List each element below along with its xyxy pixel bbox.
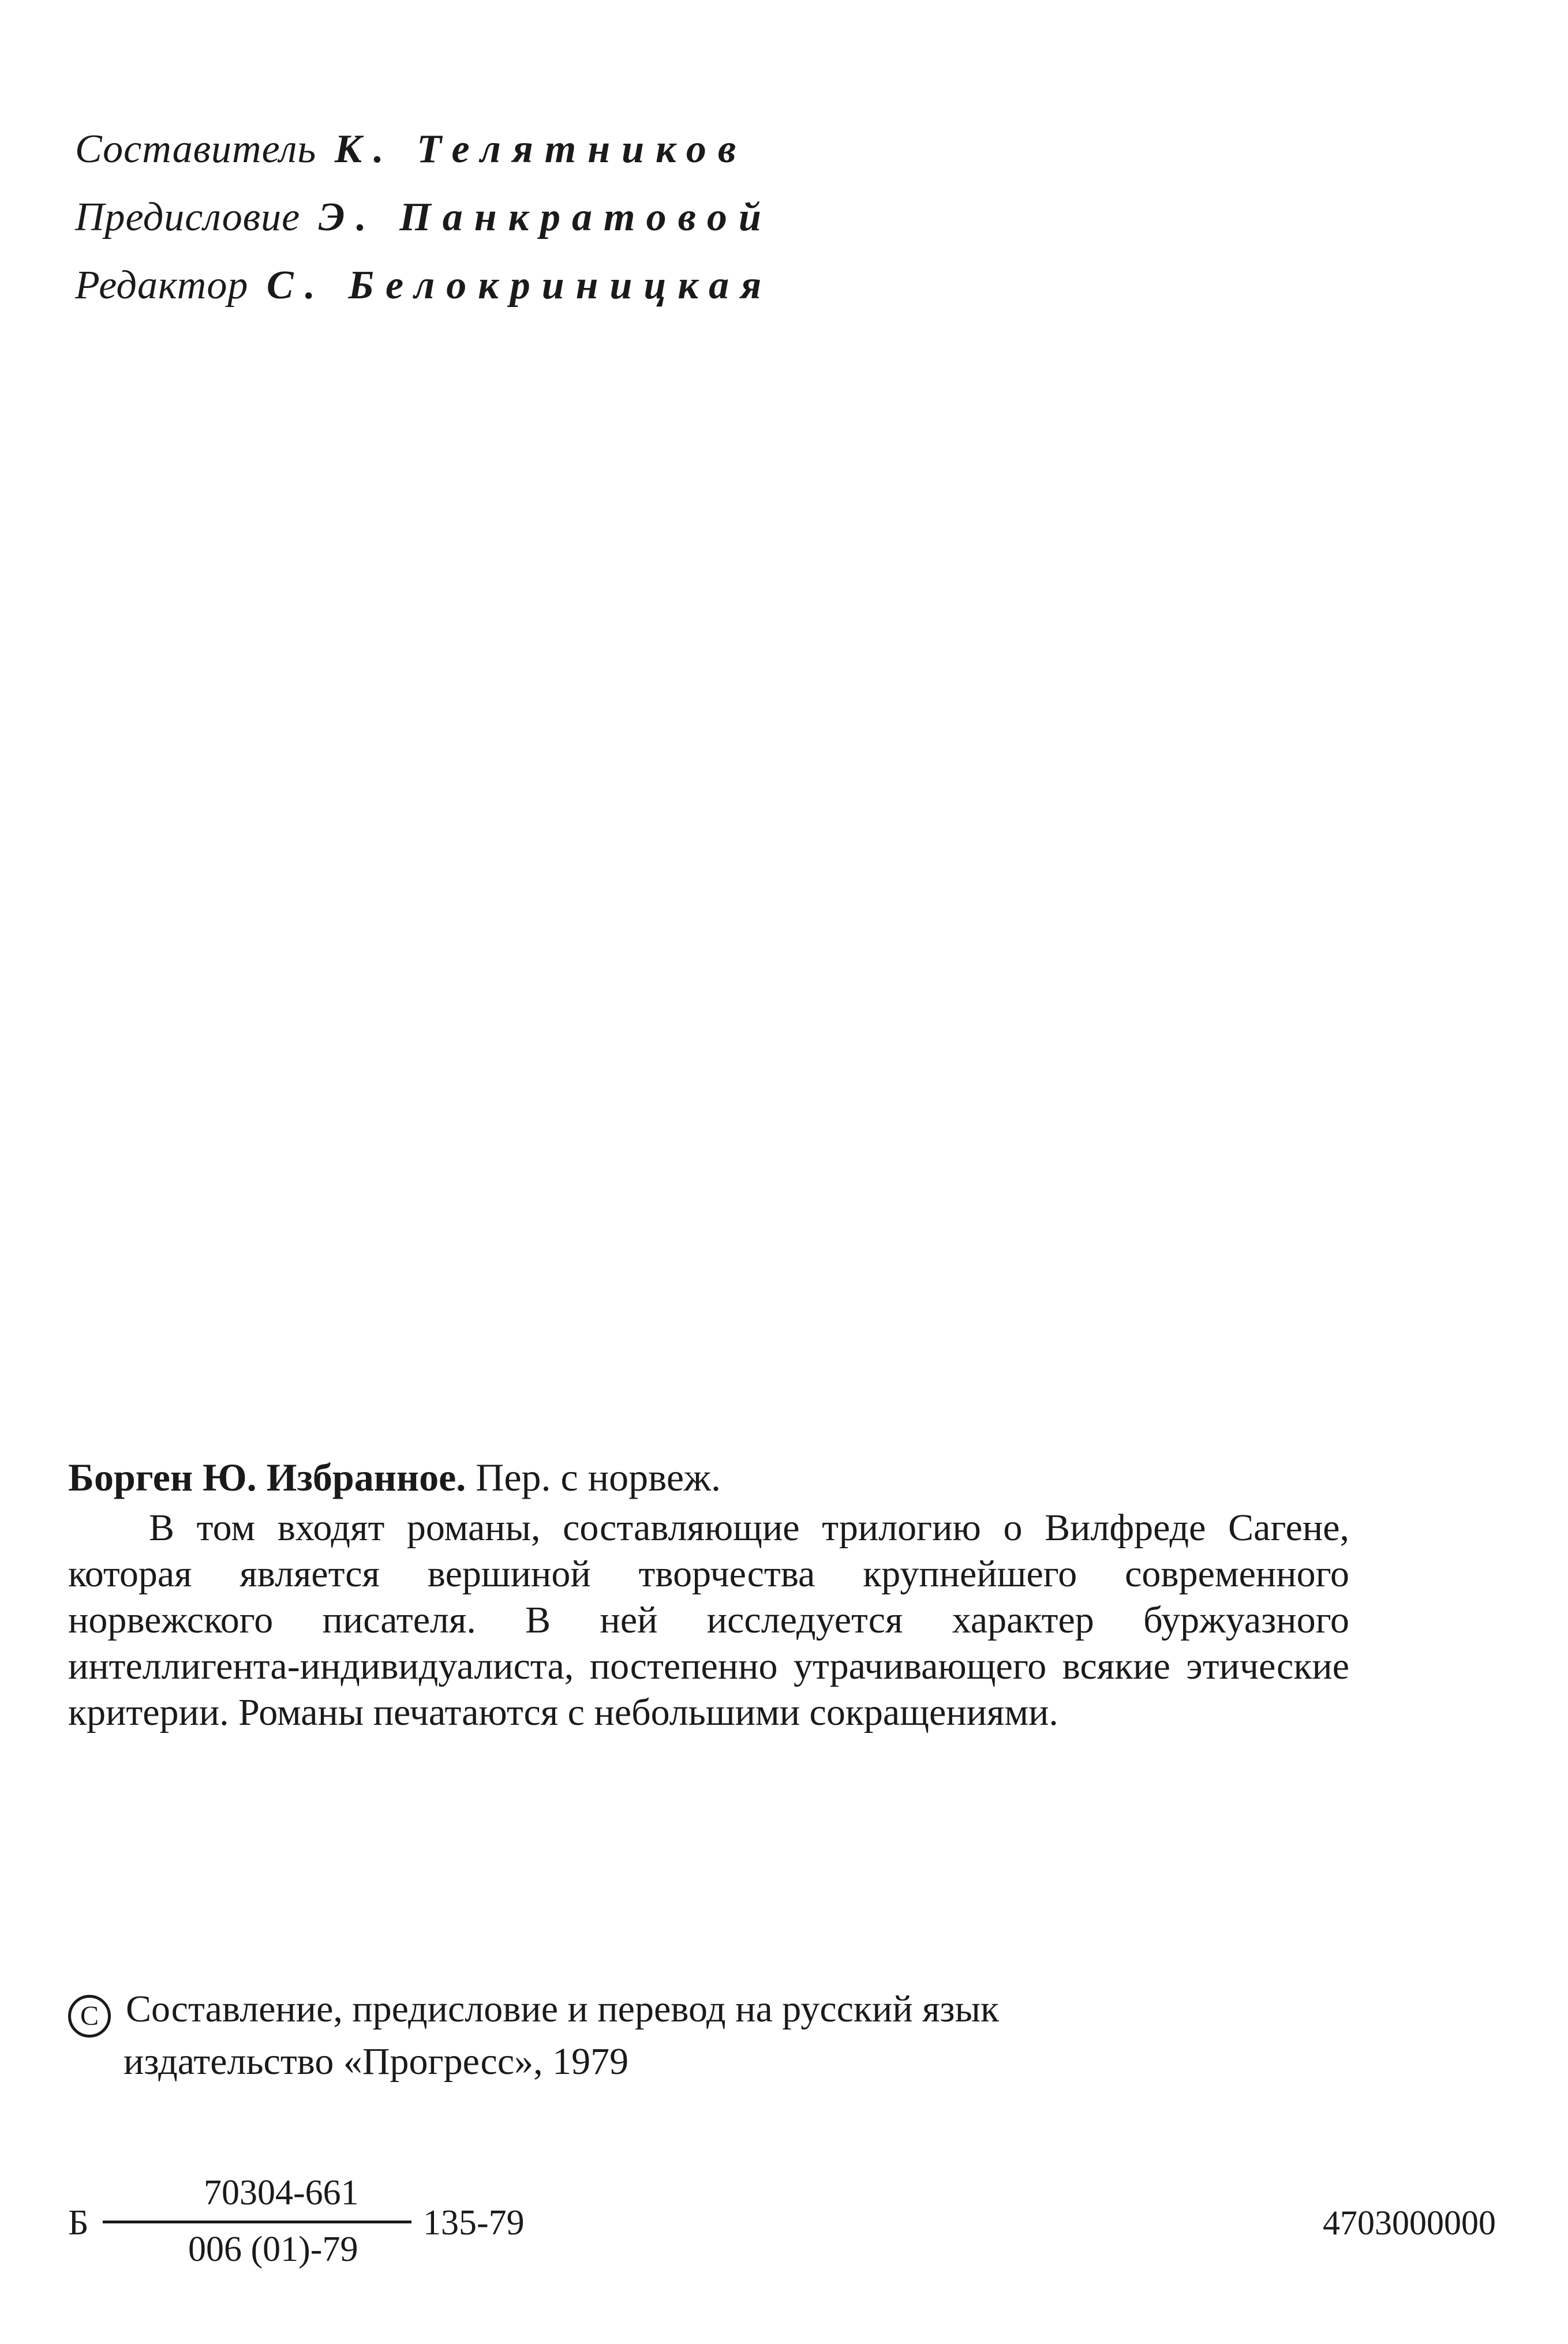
book-title xyxy=(68,1454,1349,1500)
credit-name: С. Белокриницкая xyxy=(266,263,773,308)
credit-editor xyxy=(75,252,773,320)
index-suffix: 135-79 xyxy=(423,2203,525,2242)
credit-role: Составитель xyxy=(75,127,317,171)
book-title-rest: Пер. с норвеж. xyxy=(476,1455,721,1499)
book-title-bold: Борген Ю. Избранное. xyxy=(68,1455,466,1499)
credit-role: Предисловие xyxy=(75,195,301,239)
index-numerator: 70304-661 xyxy=(204,2173,359,2212)
copyright-line-1 xyxy=(68,1985,999,2038)
index-denominator: 006 (01)-79 xyxy=(188,2230,358,2269)
annotation-block xyxy=(68,1454,1349,1736)
credit-role: Редактор xyxy=(75,263,249,308)
copyright-icon: C xyxy=(68,1995,111,2038)
index-letter: Б xyxy=(68,2203,89,2242)
credits-block xyxy=(75,115,773,320)
fraction-line xyxy=(103,2221,411,2223)
credit-name: Э. Панкратовой xyxy=(318,195,773,239)
copyright-block xyxy=(68,1985,999,2086)
catalog-code: 4703000000 xyxy=(1323,2204,1496,2242)
annotation-text: В том входят романы, составляющие трилогию о Вилфреде Сагене, которая является вершиной творчества крупнейшего современного норвежского писателя. В ней исследуется характер буржуазного интеллигента-индивидуалиста, постепенно утрачивающего всякие этические критерии. Романы печатаются с небольшими сокращениями. xyxy=(68,1507,1349,1733)
credit-name: К. Телятников xyxy=(334,127,748,171)
credit-compiler xyxy=(75,115,773,184)
copyright-line-2: издательство «Прогресс», 1979 xyxy=(124,2040,629,2083)
copyright-text-1: Составление, предисловие и перевод на русский язык xyxy=(126,1988,1000,2030)
credit-preface xyxy=(75,184,773,252)
